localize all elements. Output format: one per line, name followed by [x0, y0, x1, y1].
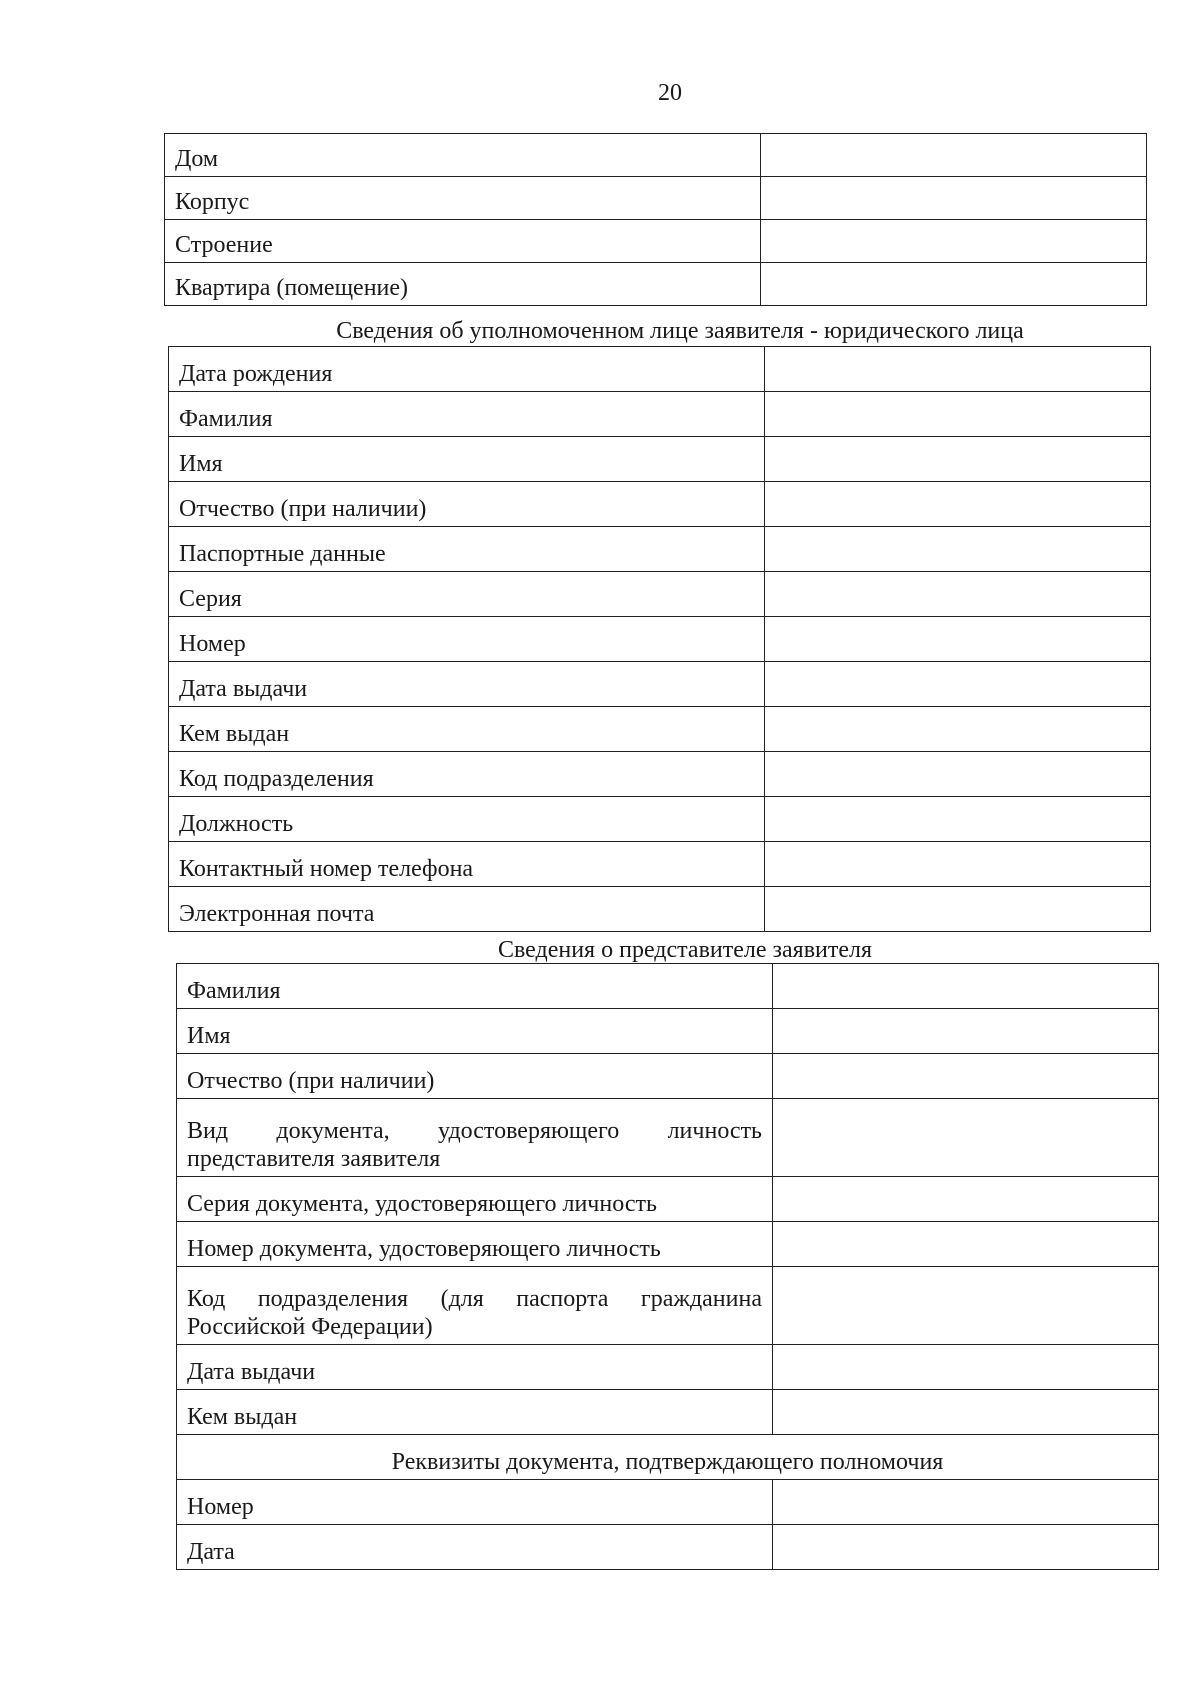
value-cell[interactable]	[765, 347, 1151, 392]
row-label-doc-type	[177, 1099, 773, 1177]
value-cell[interactable]	[765, 662, 1151, 707]
value-cell[interactable]	[773, 1054, 1159, 1099]
row-label: Дата рождения	[169, 347, 765, 392]
authority-doc-title: Реквизиты документа, подтверждающего полномочия	[177, 1435, 1159, 1480]
value-cell[interactable]	[773, 1267, 1159, 1345]
value-cell[interactable]	[773, 1099, 1159, 1177]
row-label: Имя	[177, 1009, 773, 1054]
value-cell[interactable]	[765, 797, 1151, 842]
value-cell[interactable]	[765, 392, 1151, 437]
value-cell[interactable]	[773, 1345, 1159, 1390]
authorized-person-table	[168, 346, 1151, 932]
value-cell[interactable]	[765, 887, 1151, 932]
division-line1: Код подразделения (для паспорта гражданина	[187, 1286, 762, 1312]
row-label: Квартира (помещение)	[165, 263, 761, 306]
value-cell[interactable]	[773, 964, 1159, 1009]
value-cell[interactable]	[765, 842, 1151, 887]
row-label: Паспортные данные	[169, 527, 765, 572]
doc-type-line2: представителя заявителя	[187, 1146, 441, 1172]
row-label: Номер документа, удостоверяющего личность	[177, 1222, 773, 1267]
row-label: Серия документа, удостоверяющего личность	[177, 1177, 773, 1222]
value-cell[interactable]	[765, 527, 1151, 572]
value-cell[interactable]	[761, 263, 1147, 306]
section-title-authorized-person: Сведения об уполномоченном лице заявителя - юридического лица	[336, 318, 1024, 344]
doc-type-line1: Вид документа, удостоверяющего личность	[187, 1118, 762, 1144]
value-cell[interactable]	[773, 1222, 1159, 1267]
row-label: Отчество (при наличии)	[169, 482, 765, 527]
value-cell[interactable]	[765, 482, 1151, 527]
row-label: Дата	[177, 1525, 773, 1570]
row-label: Код подразделения	[169, 752, 765, 797]
row-label: Строение	[165, 220, 761, 263]
representative-table	[176, 963, 1159, 1570]
value-cell[interactable]	[773, 1177, 1159, 1222]
row-label: Дата выдачи	[169, 662, 765, 707]
section-title-representative: Сведения о представителе заявителя	[497, 937, 873, 963]
value-cell[interactable]	[761, 134, 1147, 177]
row-label: Номер	[177, 1480, 773, 1525]
row-label: Отчество (при наличии)	[177, 1054, 773, 1099]
row-label: Кем выдан	[177, 1390, 773, 1435]
value-cell[interactable]	[761, 177, 1147, 220]
value-cell[interactable]	[773, 1525, 1159, 1570]
value-cell[interactable]	[765, 572, 1151, 617]
value-cell[interactable]	[761, 220, 1147, 263]
row-label-division-code	[177, 1267, 773, 1345]
division-line2: Российской Федерации)	[187, 1314, 433, 1340]
row-label: Дом	[165, 134, 761, 177]
row-label: Имя	[169, 437, 765, 482]
row-label: Электронная почта	[169, 887, 765, 932]
value-cell[interactable]	[773, 1390, 1159, 1435]
page-number: 20	[658, 80, 682, 106]
value-cell[interactable]	[765, 617, 1151, 662]
row-label: Кем выдан	[169, 707, 765, 752]
row-label: Контактный номер телефона	[169, 842, 765, 887]
row-label: Корпус	[165, 177, 761, 220]
row-label: Серия	[169, 572, 765, 617]
value-cell[interactable]	[765, 752, 1151, 797]
row-label: Номер	[169, 617, 765, 662]
address-table	[164, 133, 1147, 306]
value-cell[interactable]	[765, 707, 1151, 752]
row-label: Должность	[169, 797, 765, 842]
value-cell[interactable]	[773, 1009, 1159, 1054]
row-label: Фамилия	[169, 392, 765, 437]
value-cell[interactable]	[773, 1480, 1159, 1525]
row-label: Дата выдачи	[177, 1345, 773, 1390]
value-cell[interactable]	[765, 437, 1151, 482]
row-label: Фамилия	[177, 964, 773, 1009]
